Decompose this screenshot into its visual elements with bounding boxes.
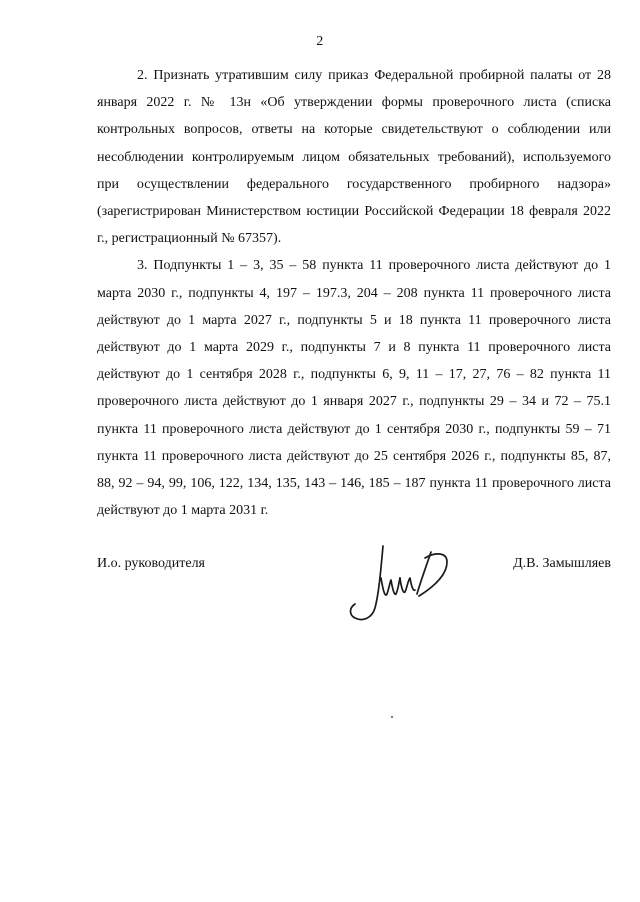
scan-speck: [391, 716, 393, 718]
document-body: [97, 62, 611, 524]
signatory-name: Д.В. Замышляев: [513, 556, 611, 571]
paragraph-3: 3. Подпункты 1 – 3, 35 – 58 пункта 11 проверочного листа действуют до 1 марта 2030 г., подпункты 4, 197 – 197.3, 204 – 208 пункта 11 проверочного листа действуют до 1 марта 2027 г., подпункты 5 и 18 пункта 11 проверочного листа действуют до 1 марта 2029 г., подпункты 7 и 8 пункта 11 проверочного листа действуют до 1 сентября 2028 г., подпункты 6, 9, 11 – 17, 27, 76 – 82 пункта 11 проверочного листа действуют до 1 января 2027 г., подпункты 29 – 34 и 72 – 75.1 пункта 11 проверочного листа действуют до 1 сентября 2030 г., подпункты 59 – 71 пункта 11 проверочного листа действуют до 25 сентября 2026 г., подпункты 85, 87, 88, 92 – 94, 99, 106, 122, 134, 135, 143 – 146, 185 – 187 пункта 11 проверочного листа действуют до 1 марта 2031 г.: [97, 258, 611, 519]
handwritten-signature-icon: [343, 538, 455, 628]
signatory-title: И.о. руководителя: [97, 556, 206, 571]
paragraph-2: 2. Признать утратившим силу приказ Федеральной пробирной палаты от 28 января 2022 г. № 13н «Об утверждении формы проверочного листа (списка контрольных вопросов, ответы на которые свидетельствуют о соблюдении или несоблюдении контролируемым лицом обязательных требований), используемого при осуществлении федерального государственного пробирного надзора» (зарегистрирован Министерством юстиции Российской Федерации 18 февраля 2022 г., регистрационный № 67357).: [97, 68, 611, 247]
page-number: 2: [316, 34, 324, 49]
